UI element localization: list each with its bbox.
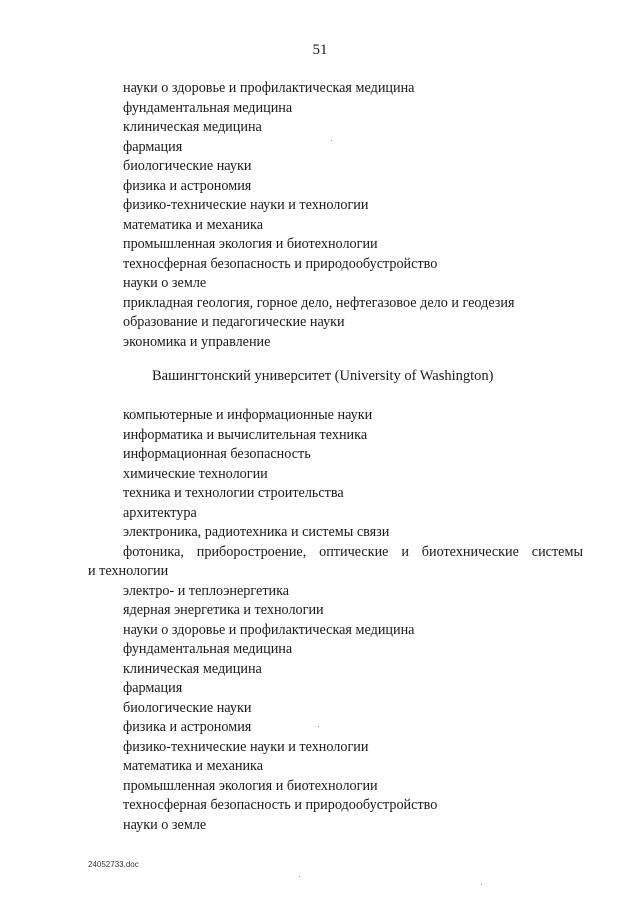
- list-item: промышленная экология и биотехнологии: [123, 777, 378, 794]
- list-item: информатика и вычислительная техника: [123, 426, 368, 443]
- list-item: клиническая медицина: [123, 660, 262, 677]
- scan-speck: [318, 726, 319, 727]
- list-item: науки о земле: [123, 275, 207, 291]
- list-item: электроника, радиотехника и системы связи: [123, 524, 390, 540]
- list-item: архитектура: [123, 504, 197, 521]
- list-item: компьютерные и информационные науки: [123, 407, 373, 423]
- list-item: науки о здоровье и профилактическая медицина: [123, 621, 415, 638]
- list-item: клиническая медицина: [123, 119, 262, 135]
- list-item: техносферная безопасность и природообустройство: [123, 255, 438, 272]
- list-item: экономика и управление: [123, 333, 271, 350]
- list-item: информационная безопасность: [123, 446, 311, 462]
- list-item: математика и механика: [123, 216, 264, 233]
- footer-filename: 24052733.doc: [88, 860, 139, 869]
- scan-speck: [331, 140, 332, 141]
- list-item-wrapped: фотоника, приборостроение, оптические и биотехнические системы: [123, 543, 583, 560]
- list-item: электро- и теплоэнергетика: [123, 582, 290, 599]
- list-item: фармация: [123, 680, 183, 696]
- list-item: физико-технические науки и технологии: [123, 197, 369, 213]
- list-item: фундаментальная медицина: [123, 99, 293, 116]
- university-heading: Вашингтонский университет (University of Washington): [152, 368, 494, 384]
- list-item: математика и механика: [123, 758, 264, 774]
- list-item: техника и технологии строительства: [123, 485, 344, 501]
- list-item: науки о здоровье и профилактическая медицина: [123, 80, 415, 96]
- list-item: химические технологии: [123, 465, 268, 482]
- list-item: физика и астрономия: [123, 719, 252, 735]
- list-item: фундаментальная медицина: [123, 641, 293, 657]
- list-item: физика и астрономия: [123, 177, 252, 194]
- list-item: ядерная энергетика и технологии: [123, 602, 324, 618]
- list-item: науки о земле: [123, 816, 207, 833]
- list-item-continuation: и технологии: [88, 563, 169, 579]
- scan-speck: [481, 884, 482, 885]
- page-number: 51: [312, 42, 328, 58]
- list-item: биологические науки: [123, 699, 252, 716]
- scan-speck: [299, 876, 300, 877]
- list-item: биологические науки: [123, 158, 252, 174]
- list-item: фармация: [123, 138, 183, 155]
- list-item: промышленная экология и биотехнологии: [123, 236, 378, 252]
- list-item: образование и педагогические науки: [123, 314, 345, 330]
- list-item: техносферная безопасность и природообустройство: [123, 797, 438, 813]
- list-item: физико-технические науки и технологии: [123, 738, 369, 755]
- list-item: прикладная геология, горное дело, нефтегазовое дело и геодезия: [123, 294, 515, 311]
